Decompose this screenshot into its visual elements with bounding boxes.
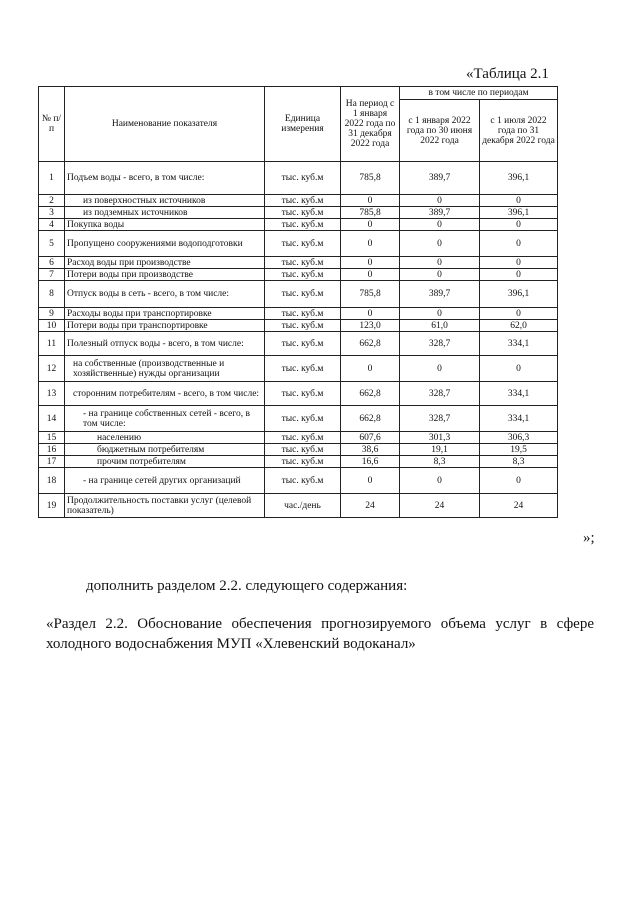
row-unit: тыс. куб.м xyxy=(265,308,341,320)
table-row xyxy=(39,320,558,332)
row-indicator-name: Потери воды при производстве xyxy=(65,269,265,281)
row-unit: тыс. куб.м xyxy=(265,332,341,356)
row-half2-value: 0 xyxy=(480,219,558,231)
row-unit: тыс. куб.м xyxy=(265,281,341,308)
row-unit: тыс. куб.м xyxy=(265,356,341,382)
row-number: 14 xyxy=(39,406,65,432)
row-half1-value: 328,7 xyxy=(400,406,480,432)
row-half1-value: 19,1 xyxy=(400,444,480,456)
row-half2-value: 334,1 xyxy=(480,382,558,406)
row-half1-value: 389,7 xyxy=(400,162,480,195)
row-indicator-name: бюджетным потребителям xyxy=(65,444,265,456)
row-half1-value: 61,0 xyxy=(400,320,480,332)
row-total-value: 16,6 xyxy=(341,456,400,468)
row-half1-value: 8,3 xyxy=(400,456,480,468)
table-row xyxy=(39,382,558,406)
row-half2-value: 396,1 xyxy=(480,207,558,219)
row-half1-value: 24 xyxy=(400,494,480,518)
table-row xyxy=(39,332,558,356)
table-body xyxy=(39,162,558,518)
table-caption: «Таблица 2.1 xyxy=(466,66,549,82)
row-half2-value: 0 xyxy=(480,308,558,320)
row-half2-value: 0 xyxy=(480,468,558,494)
row-half1-value: 0 xyxy=(400,269,480,281)
row-number: 12 xyxy=(39,356,65,382)
table-row xyxy=(39,207,558,219)
row-total-value: 785,8 xyxy=(341,207,400,219)
row-total-value: 662,8 xyxy=(341,406,400,432)
row-indicator-name: прочим потребителям xyxy=(65,456,265,468)
row-number: 3 xyxy=(39,207,65,219)
row-number: 10 xyxy=(39,320,65,332)
section-heading-paragraph: «Раздел 2.2. Обоснование обеспечения прогнозируемого объема услуг в сфере холодного водоснабжения МУП «Хлевенский водоканал» xyxy=(46,616,594,652)
header-num: № п/п xyxy=(39,87,65,162)
table-row xyxy=(39,308,558,320)
row-half1-value: 0 xyxy=(400,257,480,269)
table-row xyxy=(39,468,558,494)
row-unit: тыс. куб.м xyxy=(265,219,341,231)
row-unit: тыс. куб.м xyxy=(265,444,341,456)
row-half2-value: 396,1 xyxy=(480,162,558,195)
row-indicator-name: Расходы воды при транспортировке xyxy=(65,308,265,320)
row-indicator-name: Покупка воды xyxy=(65,219,265,231)
row-unit: тыс. куб.м xyxy=(265,382,341,406)
row-half1-value: 0 xyxy=(400,468,480,494)
header-half2: с 1 июля 2022 года по 31 декабря 2022 года xyxy=(480,100,558,162)
table-row xyxy=(39,432,558,444)
row-total-value: 662,8 xyxy=(341,382,400,406)
row-unit: тыс. куб.м xyxy=(265,269,341,281)
water-supply-table xyxy=(38,86,558,518)
row-indicator-name: Расход воды при производстве xyxy=(65,257,265,269)
table-row xyxy=(39,257,558,269)
row-number: 19 xyxy=(39,494,65,518)
row-unit: тыс. куб.м xyxy=(265,320,341,332)
row-number: 7 xyxy=(39,269,65,281)
row-indicator-name: Продолжительность поставки услуг (целевой показатель) xyxy=(65,494,265,518)
row-indicator-name: на собственные (производственные и хозяйственные) нужды организации xyxy=(65,356,265,382)
row-total-value: 607,6 xyxy=(341,432,400,444)
row-half2-value: 306,3 xyxy=(480,432,558,444)
row-number: 6 xyxy=(39,257,65,269)
table-row xyxy=(39,269,558,281)
row-unit: час./день xyxy=(265,494,341,518)
table-row xyxy=(39,494,558,518)
row-number: 1 xyxy=(39,162,65,195)
table-row xyxy=(39,444,558,456)
row-number: 18 xyxy=(39,468,65,494)
row-number: 17 xyxy=(39,456,65,468)
row-half2-value: 334,1 xyxy=(480,332,558,356)
row-half2-value: 0 xyxy=(480,269,558,281)
table-row xyxy=(39,406,558,432)
amendment-paragraph: дополнить разделом 2.2. следующего содержания: xyxy=(86,578,408,594)
header-period: На период с 1 января 2022 года по 31 декабря 2022 года xyxy=(341,87,400,162)
row-half2-value: 0 xyxy=(480,257,558,269)
header-half1: с 1 января 2022 года по 30 июня 2022 года xyxy=(400,100,480,162)
row-unit: тыс. куб.м xyxy=(265,406,341,432)
row-indicator-name: Пропущено сооружениями водоподготовки xyxy=(65,231,265,257)
row-indicator-name: Подъем воды - всего, в том числе: xyxy=(65,162,265,195)
row-total-value: 0 xyxy=(341,269,400,281)
row-number: 4 xyxy=(39,219,65,231)
row-half1-value: 0 xyxy=(400,231,480,257)
row-half2-value: 0 xyxy=(480,356,558,382)
row-total-value: 0 xyxy=(341,468,400,494)
row-half1-value: 389,7 xyxy=(400,207,480,219)
row-half2-value: 396,1 xyxy=(480,281,558,308)
table-row xyxy=(39,219,558,231)
row-unit: тыс. куб.м xyxy=(265,195,341,207)
table-row xyxy=(39,162,558,195)
row-half1-value: 0 xyxy=(400,356,480,382)
row-total-value: 0 xyxy=(341,257,400,269)
header-name: Наименование показателя xyxy=(65,87,265,162)
row-indicator-name: населению xyxy=(65,432,265,444)
row-indicator-name: - на границе сетей других организаций xyxy=(65,468,265,494)
row-half1-value: 0 xyxy=(400,195,480,207)
closing-quote: »; xyxy=(583,530,595,546)
row-half2-value: 19,5 xyxy=(480,444,558,456)
row-unit: тыс. куб.м xyxy=(265,207,341,219)
row-indicator-name: Полезный отпуск воды - всего, в том числе: xyxy=(65,332,265,356)
table-row xyxy=(39,356,558,382)
row-total-value: 0 xyxy=(341,231,400,257)
row-half1-value: 328,7 xyxy=(400,332,480,356)
table-row xyxy=(39,231,558,257)
row-total-value: 0 xyxy=(341,195,400,207)
row-total-value: 0 xyxy=(341,308,400,320)
table-row xyxy=(39,456,558,468)
row-number: 13 xyxy=(39,382,65,406)
header-group: в том числе по периодам xyxy=(400,87,558,100)
row-indicator-name: Потери воды при транспортировке xyxy=(65,320,265,332)
row-unit: тыс. куб.м xyxy=(265,231,341,257)
row-indicator-name: сторонним потребителям - всего, в том числе: xyxy=(65,382,265,406)
header-unit: Единица измерения xyxy=(265,87,341,162)
row-total-value: 123,0 xyxy=(341,320,400,332)
row-half2-value: 334,1 xyxy=(480,406,558,432)
row-number: 15 xyxy=(39,432,65,444)
row-unit: тыс. куб.м xyxy=(265,162,341,195)
row-unit: тыс. куб.м xyxy=(265,456,341,468)
row-indicator-name: Отпуск воды в сеть - всего, в том числе: xyxy=(65,281,265,308)
row-total-value: 785,8 xyxy=(341,281,400,308)
row-unit: тыс. куб.м xyxy=(265,468,341,494)
row-half1-value: 389,7 xyxy=(400,281,480,308)
row-total-value: 24 xyxy=(341,494,400,518)
row-half2-value: 0 xyxy=(480,195,558,207)
row-number: 8 xyxy=(39,281,65,308)
row-half2-value: 24 xyxy=(480,494,558,518)
row-unit: тыс. куб.м xyxy=(265,432,341,444)
row-total-value: 0 xyxy=(341,356,400,382)
row-number: 16 xyxy=(39,444,65,456)
row-indicator-name: из поверхностных источников xyxy=(65,195,265,207)
row-number: 5 xyxy=(39,231,65,257)
row-total-value: 38,6 xyxy=(341,444,400,456)
row-number: 9 xyxy=(39,308,65,320)
row-half2-value: 0 xyxy=(480,231,558,257)
row-half1-value: 328,7 xyxy=(400,382,480,406)
row-number: 11 xyxy=(39,332,65,356)
row-half1-value: 0 xyxy=(400,308,480,320)
row-number: 2 xyxy=(39,195,65,207)
row-half1-value: 301,3 xyxy=(400,432,480,444)
table-row xyxy=(39,281,558,308)
table-row xyxy=(39,195,558,207)
row-half1-value: 0 xyxy=(400,219,480,231)
row-half2-value: 8,3 xyxy=(480,456,558,468)
row-total-value: 0 xyxy=(341,219,400,231)
row-indicator-name: - на границе собственных сетей - всего, в том числе: xyxy=(65,406,265,432)
row-total-value: 785,8 xyxy=(341,162,400,195)
row-unit: тыс. куб.м xyxy=(265,257,341,269)
row-half2-value: 62,0 xyxy=(480,320,558,332)
row-total-value: 662,8 xyxy=(341,332,400,356)
row-indicator-name: из подземных источников xyxy=(65,207,265,219)
